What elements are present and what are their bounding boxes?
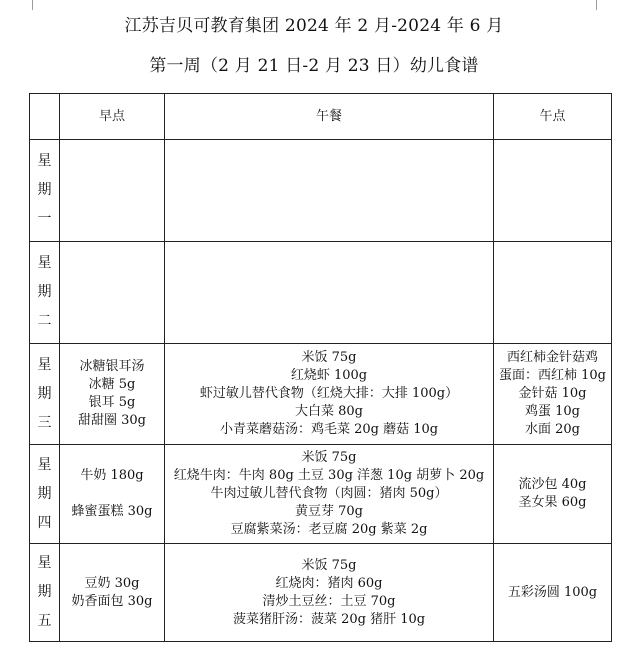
breakfast-cell xyxy=(60,445,165,544)
header-snack: 午点 xyxy=(494,94,612,140)
header-row xyxy=(30,94,612,140)
table-row xyxy=(30,242,612,344)
menu-item: 金针菇 10g xyxy=(518,386,587,401)
menu-item: 圣女果 60g xyxy=(518,495,587,510)
menu-item: 冰糖银耳汤 xyxy=(79,359,145,374)
table-row xyxy=(30,544,612,642)
table-row xyxy=(30,344,612,445)
menu-item: 奶香面包 30g xyxy=(71,593,153,609)
snack-cell xyxy=(494,140,612,242)
lunch-cell xyxy=(165,544,494,642)
lunch-cell xyxy=(165,445,494,544)
menu-table xyxy=(29,93,612,642)
breakfast-cell xyxy=(60,242,165,344)
menu-item: 红烧虾 100g xyxy=(290,368,368,383)
menu-item: 蜂蜜蛋糕 30g xyxy=(71,504,153,519)
menu-item: 流沙包 40g xyxy=(518,477,587,492)
menu-item: 水面 20g xyxy=(525,422,580,437)
header-lunch: 午餐 xyxy=(165,94,494,140)
menu-item: 甜甜圈 30g xyxy=(78,413,146,428)
menu-item: 红烧肉：猪肉 60g xyxy=(275,575,383,591)
day-label: 星 期 一 xyxy=(30,140,60,242)
menu-item: 红烧牛肉：牛肉 80g 土豆 30g 洋葱 10g 胡萝卜 20g xyxy=(173,468,485,483)
corner-mark-right xyxy=(596,0,607,10)
table-row xyxy=(30,445,612,544)
menu-item: 牛奶 180g xyxy=(80,468,144,483)
menu-item: 米饭 75g xyxy=(301,557,357,573)
menu-item: 清炒土豆丝：土豆 70g xyxy=(262,593,396,609)
breakfast-cell xyxy=(60,544,165,642)
menu-item: 豆腐紫菜汤：老豆腐 20g 紫菜 2g xyxy=(230,522,428,537)
snack-cell xyxy=(494,445,612,544)
corner-mark-left xyxy=(22,0,33,10)
breakfast-cell xyxy=(60,344,165,445)
menu-item: 虾过敏儿替代食物（红烧大排：大排 100g） xyxy=(199,386,459,401)
menu-item: 菠菜猪肝汤：菠菜 20g 猪肝 10g xyxy=(232,611,426,627)
menu-item: 小青菜蘑菇汤：鸡毛菜 20g 蘑菇 10g xyxy=(219,422,439,437)
day-label: 星 期 四 xyxy=(30,445,60,544)
menu-item: 豆奶 30g xyxy=(84,575,140,591)
header-breakfast: 早点 xyxy=(60,94,165,140)
day-label: 星 期 五 xyxy=(30,544,60,642)
breakfast-cell xyxy=(60,140,165,242)
menu-item: 冰糖 5g xyxy=(88,377,136,392)
document-subtitle: 第一周（2 月 21 日-2 月 23 日）幼儿食谱 xyxy=(149,56,479,76)
menu-item: 西红柿金针菇鸡 xyxy=(506,350,598,365)
menu-item: 五彩汤圆 100g xyxy=(507,584,598,600)
menu-item: 蛋面：西红柿 10g xyxy=(499,368,606,383)
menu-item: 鸡蛋 10g xyxy=(525,404,580,419)
snack-cell xyxy=(494,242,612,344)
menu-item: 黄豆芽 70g xyxy=(295,504,363,519)
menu-item: 银耳 5g xyxy=(88,395,136,410)
lunch-cell xyxy=(165,140,494,242)
header-corner xyxy=(30,94,60,140)
lunch-cell xyxy=(165,344,494,445)
lunch-cell xyxy=(165,242,494,344)
day-label: 星 期 三 xyxy=(30,344,60,445)
table-row xyxy=(30,140,612,242)
menu-item: 米饭 75g xyxy=(301,350,357,365)
day-label: 星 期 二 xyxy=(30,242,60,344)
snack-cell xyxy=(494,344,612,445)
menu-item: 米饭 75g xyxy=(301,450,357,465)
snack-cell xyxy=(494,544,612,642)
menu-item: 大白菜 80g xyxy=(295,404,363,419)
menu-item: 牛肉过敏儿替代食物（肉圆：猪肉 50g） xyxy=(210,486,448,501)
document-title: 江苏吉贝可教育集团 2024 年 2 月-2024 年 6 月 xyxy=(124,16,504,36)
